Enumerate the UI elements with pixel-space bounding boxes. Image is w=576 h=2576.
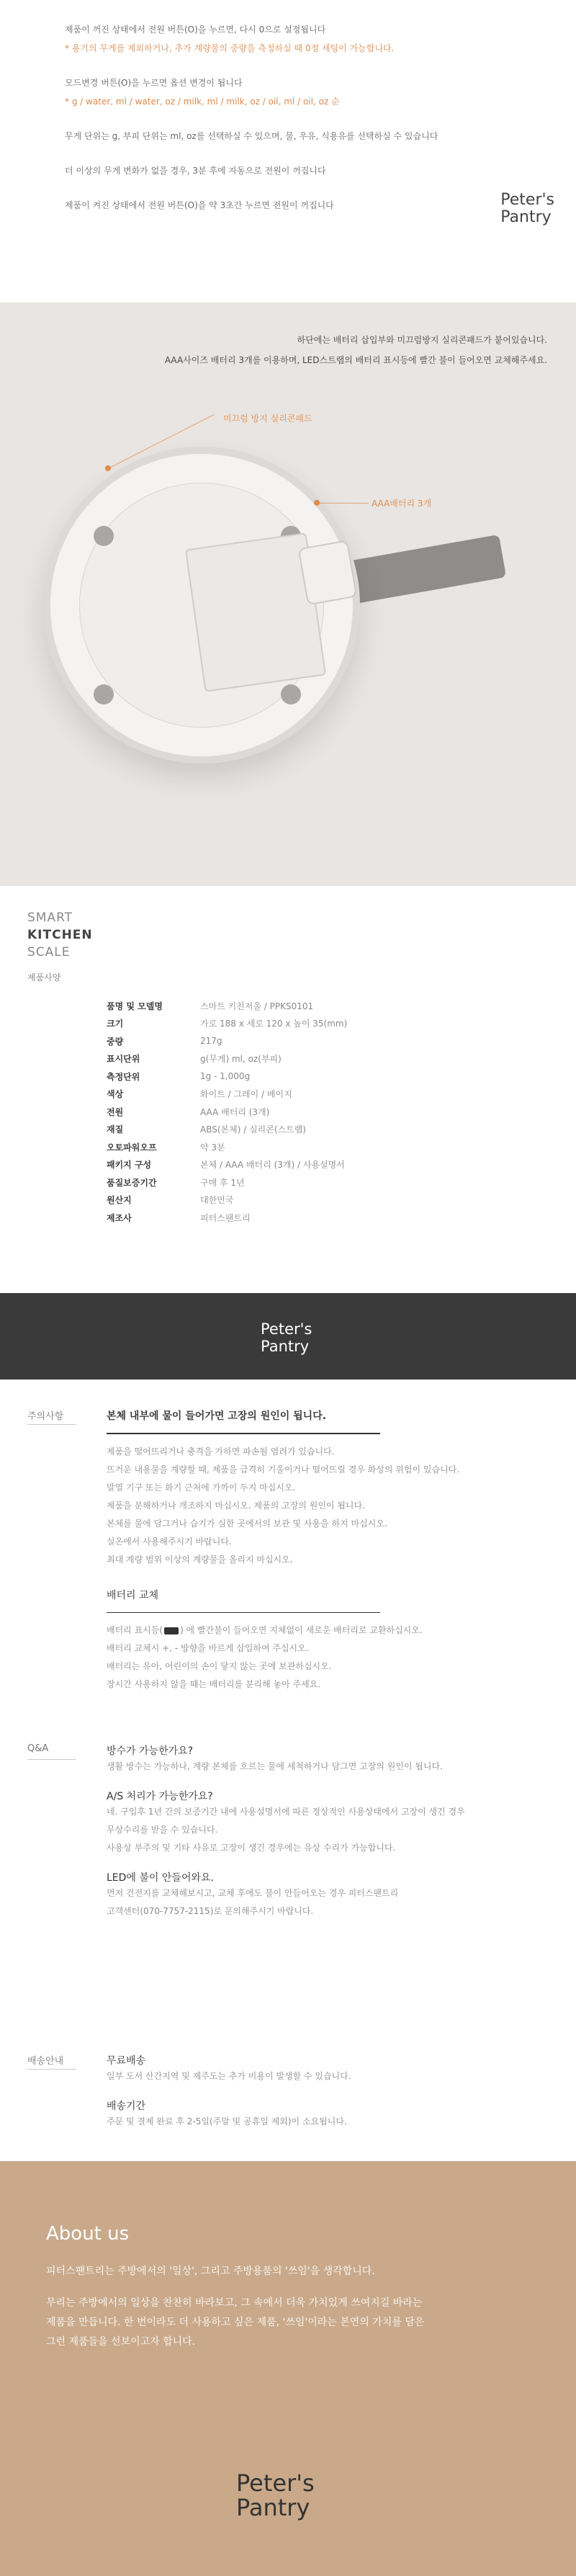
caution-line: 제품을 분해하거나 개조하지 마십시오. 제품의 고장의 원인이 됩니다. bbox=[107, 1501, 365, 1511]
qa-section bbox=[0, 1743, 576, 2003]
rubber-foot bbox=[281, 684, 301, 705]
instruction-line: 제품이 꺼진 상태에서 전원 버튼(O)을 누르면, 다시 0으로 설정됩니다 bbox=[65, 24, 326, 35]
spec-row bbox=[107, 1068, 481, 1086]
section-label: 주의사항 bbox=[27, 1411, 64, 1422]
spec-value: 217g bbox=[200, 1036, 222, 1047]
spec-row bbox=[107, 1138, 481, 1156]
label-battery: AAA배터리 3개 bbox=[372, 498, 432, 509]
spec-row bbox=[107, 1032, 481, 1050]
spec-row bbox=[107, 1121, 481, 1139]
spec-key: 품명 및 모델명 bbox=[107, 1001, 163, 1011]
spec-key: 중량 bbox=[107, 1036, 124, 1047]
spec-row bbox=[107, 1209, 481, 1227]
spec-key: 제조사 bbox=[107, 1212, 132, 1223]
battery-line: 장시간 사용하지 않을 때는 배터리를 분리해 놓아 주세요. bbox=[107, 1679, 321, 1689]
spec-value: g(무게) ml, oz(부피) bbox=[200, 1054, 282, 1065]
spec-key: 크기 bbox=[107, 1019, 124, 1029]
brand-logo: Peter's Pantry bbox=[261, 1320, 312, 1355]
shipping-text: 일부 도서 산간지역 및 제주도는 추가 비용이 발생할 수 있습니다. bbox=[107, 2071, 351, 2081]
spec-key: 품질보증기간 bbox=[107, 1177, 157, 1188]
qa-question: LED에 불이 안들어와요. bbox=[107, 1872, 214, 1884]
qa-question: 방수가 가능한가요? bbox=[107, 1745, 194, 1757]
spec-row bbox=[107, 1173, 481, 1191]
spec-row bbox=[107, 1015, 481, 1033]
qa-answer: 사용상 부주의 및 기타 사유로 고장이 생긴 경우에는 유상 수리가 가능합니다. bbox=[107, 1843, 396, 1853]
instruction-note: * g / water, ml / water, oz / milk, ml / milk, oz / oil, ml / oil, oz 순 bbox=[65, 97, 340, 107]
spec-value: ABS(본체) / 실리콘(스트랩) bbox=[200, 1124, 306, 1135]
qa-answer: 고객센터(070-7757-2115)로 문의해주시기 바랍니다. bbox=[107, 1906, 314, 1916]
spec-value: 본체 / AAA 배터리 (3개) / 사용설명서 bbox=[200, 1160, 345, 1171]
brand-logo: Peter's Pantry bbox=[500, 191, 554, 226]
rubber-foot bbox=[94, 526, 114, 546]
qa-answer: 무상수리를 받을 수 있습니다. bbox=[107, 1825, 218, 1835]
spec-row bbox=[107, 1086, 481, 1104]
section-label: Q&A bbox=[27, 1743, 49, 1754]
spec-row bbox=[107, 1103, 481, 1121]
scale-bottom bbox=[43, 447, 360, 764]
instruction-line: 제품이 켜진 상태에서 전원 버튼(O)을 약 3초간 누르면 전원이 꺼집니다 bbox=[65, 200, 334, 210]
spec-value: 스마트 키친저울 / PPKS0101 bbox=[200, 1001, 314, 1011]
spec-section bbox=[0, 886, 576, 1293]
caution-section bbox=[0, 1408, 576, 1754]
about-intro: 피터스팬트리는 주방에서의 '일상', 그리고 주방용품의 '쓰임'을 생각합니다. bbox=[46, 2266, 375, 2277]
battery-heading: 배터리 교체 bbox=[107, 1590, 159, 1601]
instruction-line: 무게 단위는 g, 부피 단위는 ml, oz를 선택하실 수 있으며, 물, 우유, 식용유를 선택하실 수 있습니다 bbox=[65, 131, 438, 141]
spec-title: SMART KITCHEN SCALE bbox=[27, 911, 93, 960]
caution-line: 최대 계량 범위 이상의 계량물을 올리지 마십시오. bbox=[107, 1555, 293, 1565]
caution-line: 발열 기구 또는 화기 근처에 가까이 두지 마십시오. bbox=[107, 1482, 296, 1493]
battery-indicator-icon bbox=[164, 1627, 179, 1634]
caution-line: 뜨거운 내용물을 계량할 때, 제품을 급격히 기울이거나 떨어뜨릴 경우 화상의 위험이 있습니다. bbox=[107, 1464, 460, 1475]
spec-value: 대한민국 bbox=[200, 1195, 234, 1206]
spec-row bbox=[107, 1156, 481, 1174]
spec-value: 구매 후 1년 bbox=[200, 1177, 245, 1188]
qa-answer: 생활 방수는 가능하나, 계량 본체를 흐르는 물에 세척하거나 담그면 고장의 원인이 됩니다. bbox=[107, 1761, 443, 1771]
spec-subtitle: 제품사양 bbox=[27, 972, 61, 983]
spec-value: 피터스팬트리 bbox=[200, 1212, 251, 1223]
about-title: About us bbox=[46, 2223, 130, 2245]
spec-key: 오토파워오프 bbox=[107, 1142, 157, 1153]
shipping-heading: 배송기간 bbox=[107, 2101, 146, 2112]
battery-line: 배터리 표시등( ) 에 빨간불이 들어오면 지체없이 새로운 배터리로 교환하십시오. bbox=[107, 1625, 423, 1635]
caution-heading: 본체 내부에 물이 들어가면 고장의 원인이 됩니다. bbox=[107, 1410, 327, 1422]
instruction-line: 모드변경 버튼(O)을 누르면 옵션 변경이 됩니다 bbox=[65, 78, 243, 88]
caution-line: 실온에서 사용해주시기 바랍니다. bbox=[107, 1537, 232, 1547]
about-paragraph: 무리는 주방에서의 일상을 찬찬히 바라보고, 그 속에서 더욱 가치있게 쓰여지길 바라는 제품을 만듭니다. 한 번이라도 더 사용하고 싶은 제품, '쓰임'이라는 본연의 가치를 담은 그런 제품들을 선보이고자 합니다. bbox=[46, 2297, 425, 2348]
spec-key: 측정단위 bbox=[107, 1071, 140, 1082]
spec-key: 원산지 bbox=[107, 1195, 132, 1206]
spec-key: 패키지 구성 bbox=[107, 1160, 152, 1171]
section-label: 배송안내 bbox=[27, 2056, 64, 2067]
spec-value: 1g - 1,000g bbox=[200, 1071, 251, 1082]
spec-key: 색상 bbox=[107, 1089, 124, 1100]
caution-line: 본체를 물에 담그거나 습기가 심한 곳에서의 보관 및 사용을 하지 마십시오. bbox=[107, 1519, 387, 1529]
caution-line: 제품을 떨어뜨리거나 충격을 가하면 파손될 염려가 있습니다. bbox=[107, 1446, 335, 1457]
brand-band bbox=[0, 1293, 576, 1379]
label-rubber-pad: 미끄럼 방지 실리콘패드 bbox=[223, 413, 312, 424]
photo-caption: 하단에는 배터리 삽입부와 미끄럼방지 실리콘패드가 붙어있습니다. AAA사이즈 배터리 3개를 이용하며, LED스트랩의 배터리 표시등에 빨간 불이 들어오면 교체해주세요. bbox=[164, 335, 547, 365]
spec-row bbox=[107, 1191, 481, 1209]
spec-value: 가로 188 x 세로 120 x 높이 35(mm) bbox=[200, 1019, 348, 1029]
shipping-heading: 무료배송 bbox=[107, 2055, 146, 2067]
spec-key: 재질 bbox=[107, 1124, 124, 1135]
battery-line: 배터리 교체시 +, - 방향을 바르게 삽입하여 주십시오. bbox=[107, 1643, 309, 1653]
spec-key: 표시단위 bbox=[107, 1054, 140, 1065]
qa-answer: 네. 구입후 1년 간의 보증기간 내에 사용설명서에 따른 정상적인 사용상태에서 고장이 생긴 경우 bbox=[107, 1807, 465, 1817]
qa-question: A/S 처리가 가능한가요? bbox=[107, 1791, 213, 1802]
spec-value: 화이트 / 그레이 / 베이지 bbox=[200, 1089, 292, 1100]
usage-instructions bbox=[0, 0, 576, 303]
shipping-section bbox=[0, 2053, 576, 2154]
about-section bbox=[0, 2161, 576, 2576]
spec-row bbox=[107, 1050, 481, 1068]
spec-value: AAA 배터리 (3개) bbox=[200, 1106, 270, 1117]
spec-row bbox=[107, 997, 481, 1015]
qa-answer: 먼저 건전지를 교체해보시고, 교체 후에도 불이 안들어오는 경우 피터스팬트리 bbox=[107, 1888, 399, 1898]
brand-logo: Peter's Pantry bbox=[236, 2469, 315, 2521]
strap-clip bbox=[298, 540, 358, 606]
instruction-note: * 용기의 무게를 제외하거나, 추가 계량물의 중량을 측정하실 때 0점 세팅이 가능합니다. bbox=[65, 43, 395, 53]
rubber-foot bbox=[94, 684, 114, 705]
product-bottom-photo bbox=[0, 303, 576, 886]
spec-value: 약 3분 bbox=[200, 1142, 225, 1153]
battery-line: 배터리는 유아, 어린이의 손이 닿지 않는 곳에 보관하십시오. bbox=[107, 1661, 332, 1671]
shipping-text: 주문 및 결제 완료 후 2-5일(주말 및 공휴일 제외)이 소요됩니다. bbox=[107, 2116, 347, 2126]
spec-key: 전원 bbox=[107, 1106, 124, 1117]
spec-table bbox=[107, 997, 481, 1227]
instruction-line: 더 이상의 무게 변화가 없을 경우, 3분 후에 자동으로 전원이 꺼집니다 bbox=[65, 166, 326, 176]
